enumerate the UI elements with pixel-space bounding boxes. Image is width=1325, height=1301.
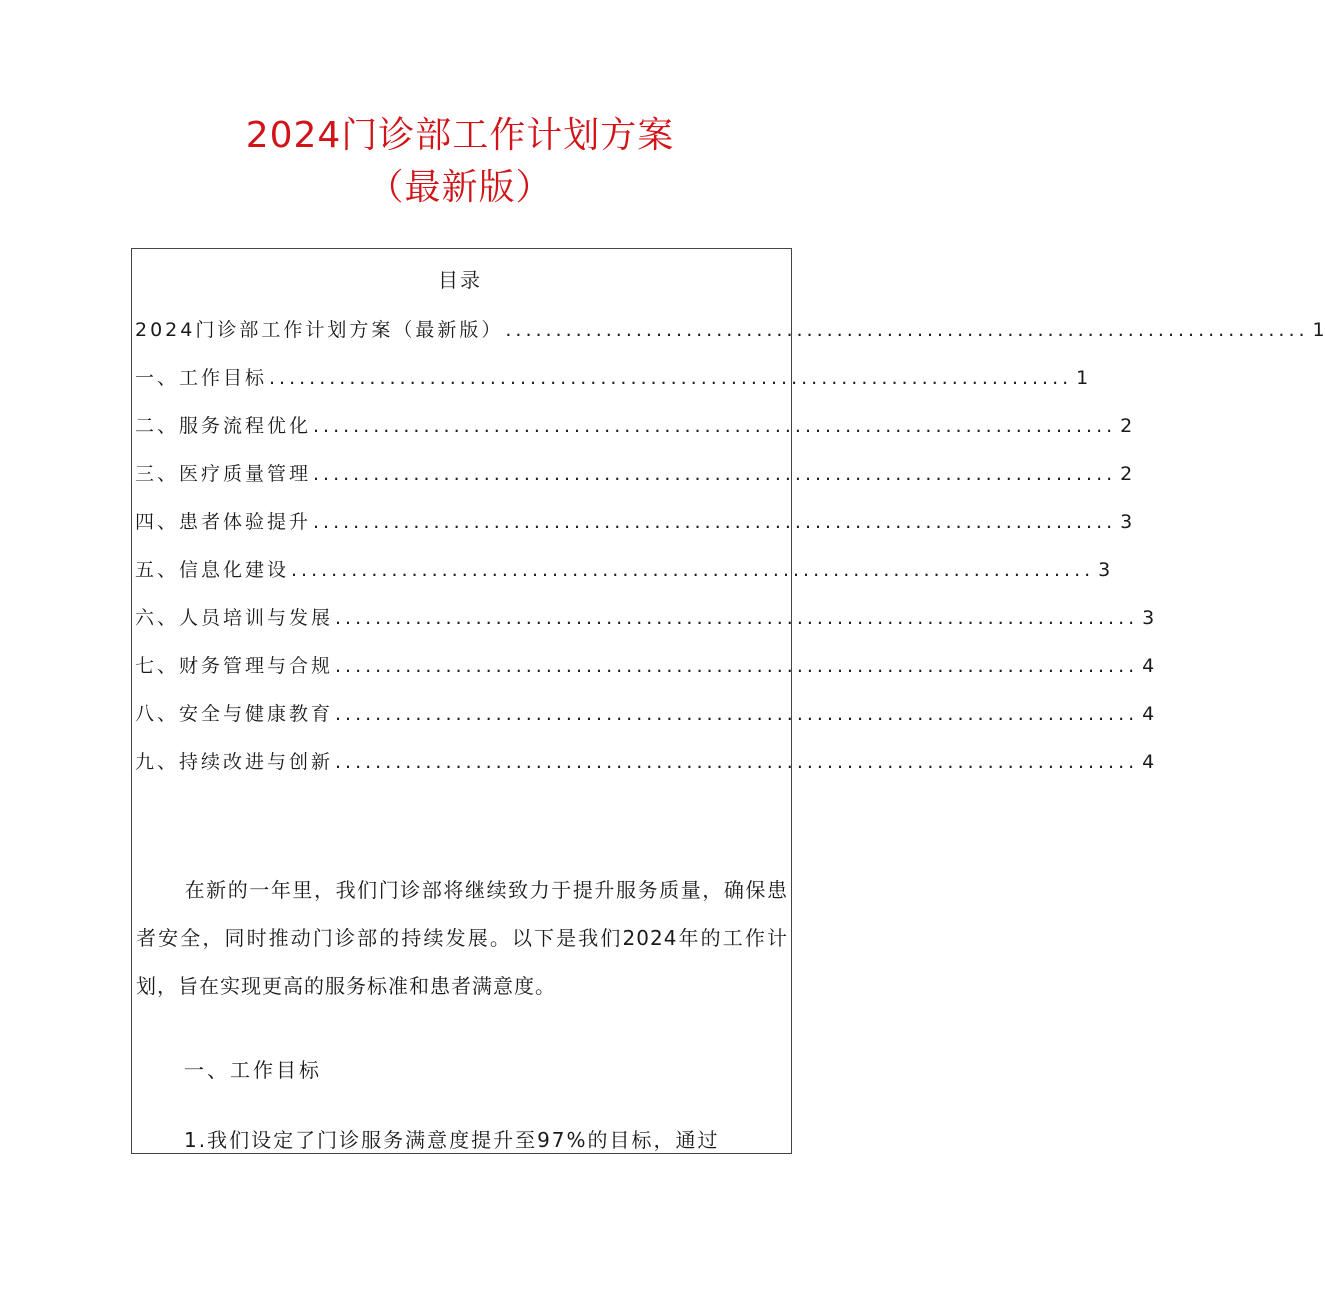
toc-entry[interactable] [135, 699, 1155, 729]
toc-entry-label: 七、财务管理与合规 [135, 655, 334, 677]
toc-entry-label: 2024门诊部工作计划方案（最新版） [135, 319, 504, 341]
toc-leader-dots: ................................................................................ [291, 559, 1095, 581]
toc-entry-label: 三、医疗质量管理 [135, 463, 312, 485]
toc-leader-dots: ................................................................................ [313, 415, 1117, 437]
toc-entry[interactable] [135, 315, 1325, 345]
toc-entry-page: 1 [1076, 367, 1089, 389]
toc-entry-label: 四、患者体验提升 [135, 511, 312, 533]
document-subtitle: （最新版） [367, 167, 553, 208]
section-item: 1.我们设定了门诊服务满意度提升至97%的目标，通过 [184, 1128, 720, 1152]
toc-leader-dots: ................................................................................ [335, 607, 1139, 629]
toc-entry[interactable] [135, 747, 1155, 777]
toc-entry-page: 3 [1098, 559, 1111, 581]
toc-leader-dots: ................................................................................ [269, 367, 1073, 389]
toc-entry[interactable] [135, 651, 1155, 681]
toc-entry-label: 九、持续改进与创新 [135, 751, 334, 773]
toc-entry-page: 4 [1142, 703, 1155, 725]
toc-leader-dots: ................................................................................ [335, 751, 1139, 773]
intro-paragraph [136, 866, 788, 1010]
toc-entry-label: 一、工作目标 [135, 367, 268, 389]
toc-entry-label: 二、服务流程优化 [135, 415, 312, 437]
toc-entry[interactable] [135, 363, 1089, 393]
toc-entry-page: 1 [1312, 319, 1325, 341]
toc-heading: 目录 [438, 268, 482, 292]
toc-entry-label: 六、人员培训与发展 [135, 607, 334, 629]
toc-entry-page: 4 [1142, 655, 1155, 677]
toc-entry-label: 八、安全与健康教育 [135, 703, 334, 725]
toc-leader-dots: ................................................................................ [313, 511, 1117, 533]
toc-leader-dots: ................................................................................ [335, 703, 1139, 725]
toc-leader-dots: ................................................................................ [505, 319, 1309, 341]
toc-entry-page: 3 [1142, 607, 1155, 629]
toc-entry[interactable] [135, 555, 1111, 585]
section-heading: 一、工作目标 [184, 1058, 322, 1082]
toc-leader-dots: ................................................................................ [313, 463, 1117, 485]
toc-entry-page: 4 [1142, 751, 1155, 773]
toc-entry-page: 3 [1120, 511, 1133, 533]
intro-paragraph-text: 在新的一年里，我们门诊部将继续致力于提升服务质量，确保患者安全，同时推动门诊部的持续发展。以下是我们2024年的工作计划，旨在实现更高的服务标准和患者满意度。 [136, 878, 788, 998]
toc-entry[interactable] [135, 507, 1133, 537]
toc-entry[interactable] [135, 459, 1133, 489]
toc-entry-page: 2 [1120, 415, 1133, 437]
document-title: 2024门诊部工作计划方案 [245, 115, 675, 156]
toc-entry[interactable] [135, 411, 1133, 441]
toc-entry-label: 五、信息化建设 [135, 559, 290, 581]
toc-entry-page: 2 [1120, 463, 1133, 485]
toc-leader-dots: ................................................................................ [335, 655, 1139, 677]
toc-entry[interactable] [135, 603, 1155, 633]
